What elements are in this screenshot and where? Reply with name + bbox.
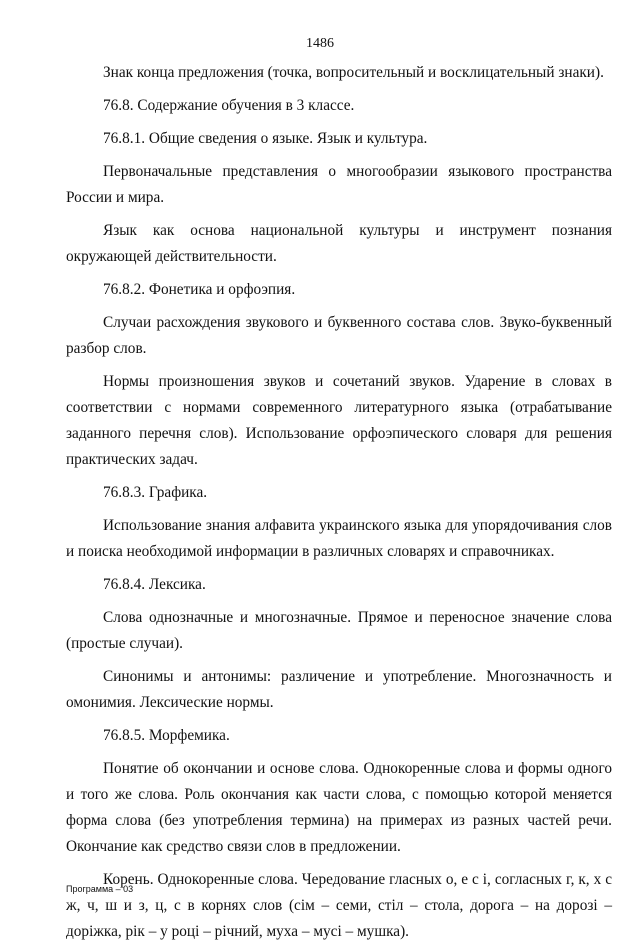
paragraph: Нормы произношения звуков и сочетаний звуков. Ударение в словах в соответствии с нормами современного литературного языка (отрабатывание заданного перечня слов). Использование орфоэпического словаря для решения практических задач.: [66, 373, 612, 468]
paragraph: Слова однозначные и многозначные. Прямое и переносное значение слова (простые случаи).: [66, 609, 612, 652]
section-heading: 76.8. Содержание обучения в 3 классе.: [103, 97, 355, 114]
subsection-heading: 76.8.5. Морфемика.: [103, 727, 230, 744]
paragraph: Знак конца предложения (точка, вопросительный и восклицательный знаки).: [103, 64, 604, 81]
document-body: [66, 60, 612, 945]
subsection-heading: 76.8.3. Графика.: [103, 484, 208, 501]
paragraph: Первоначальные представления о многообразии языкового пространства России и мира.: [66, 163, 612, 206]
subsection-heading: 76.8.2. Фонетика и орфоэпия.: [103, 281, 296, 298]
paragraph: Понятие об окончании и основе слова. Однокоренные слова и формы одного и того же слова. Роль окончания как части слова, с помощью которой меняется форма слова (без употребления термина) на примерах из разных частей речи. Окончание как средство связи слов в предложении.: [66, 760, 612, 855]
subsection-heading: 76.8.4. Лексика.: [103, 576, 206, 593]
paragraph: Случаи расхождения звукового и буквенного состава слов. Звуко-буквенный разбор слов.: [66, 314, 612, 357]
paragraph: Язык как основа национальной культуры и инструмент познания окружающей действительности.: [66, 222, 612, 265]
paragraph: Использование знания алфавита украинского языка для упорядочивания слов и поиска необходимой информации в различных словарях и справочниках.: [66, 517, 612, 560]
page-number: 1486: [306, 36, 334, 51]
paragraph: Синонимы и антонимы: различение и употребление. Многозначность и омонимия. Лексические нормы.: [66, 668, 612, 711]
paragraph: Корень. Однокоренные слова. Чередование гласных о, е с і, согласных г, к, х с ж, ч, ш и з, ц, с в корнях слов (сім – семи, стіл – стола, дорога – на дорозі – доріжка, рік – у році – річний, муха – мусі – мушка).: [66, 871, 612, 940]
subsection-heading: 76.8.1. Общие сведения о языке. Язык и культура.: [103, 130, 428, 147]
footer-label: Программа – 03: [66, 884, 134, 894]
